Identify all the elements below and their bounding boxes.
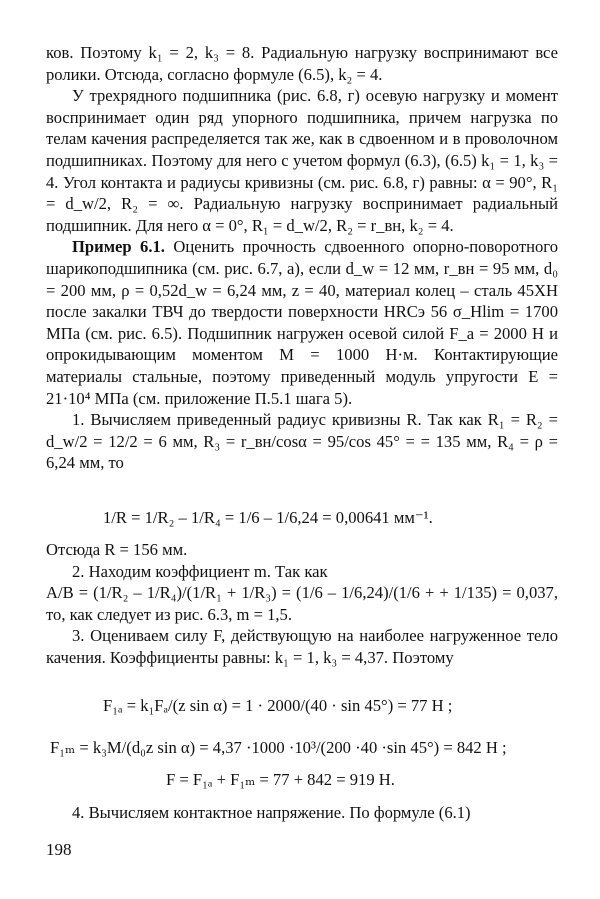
step-4: 4. Вычисляем контактное напряжение. По формуле (6.1) <box>72 803 471 822</box>
step-2-title: 2. Находим коэффициент m. Так как <box>72 561 328 581</box>
step-3: 3. Оцениваем силу F, действующую на наиболее нагруженное тело качения. Коэффициенты равны: k₁ = 1, k₃ = 4,37. Поэтому <box>46 626 558 667</box>
equation-curvature: 1/R = 1/R₂ – 1/R₄ = 1/6 – 1/6,24 = 0,00641 мм⁻¹. <box>103 508 433 527</box>
paragraph-continuation: ков. Поэтому k₁ = 2, k₃ = 8. Радиальную нагрузку воспринимают все ролики. Отсюда, согласно формуле (6.5), k₂ = 4. <box>46 43 558 84</box>
equation-f-total: F = F₁ₐ + F₁ₘ = 77 + 842 = 919 Н. <box>166 770 395 789</box>
paragraph-three-row-bearing: У трехрядного подшипника (рис. 6.8, г) осевую нагрузку и момент воспринимает один ряд упорного подшипника, причем нагрузка по телам качения распределяется так же, как в сдвоенном и в проволочном подшипниках. Поэтому для него с учетом формул (6.3), (6.5) k₁ = 1, k₃ = 4. Угол контакта и радиусы кривизны (см. рис. 6.8, г) равны: α = 90°, R₁ = d_w/2, R₂ = ∞. Радиальную нагрузку воспринимает радиальный подшипник. Для него α = 0°, R₁ = d_w/2, R₂ = r_вн, k₂ = 4. <box>46 86 558 235</box>
body-text-3 <box>46 802 558 824</box>
step-2-text: A/B = (1/R₂ – 1/R₄)/(1/R₁ + 1/R₃) = (1/6 – 1/6,24)/(1/6 + + 1/135) = 0,037, то, как следует из рис. 6.3, m = 1,5. <box>46 583 558 624</box>
body-text-2 <box>46 539 558 669</box>
page-number: 198 <box>46 840 72 859</box>
example-label: Пример 6.1. <box>72 237 165 257</box>
step-1: 1. Вычисляем приведенный радиус кривизны R. Так как R₁ = R₂ = d_w/2 = 12/2 = 6 мм, R₃ = r_вн/cosα = 95/cos 45° = = 135 мм, R₄ = ρ = 6,24 мм, то <box>46 410 558 473</box>
example-text: Оценить прочность сдвоенного опорно-поворотного шарикоподшипника (см. рис. 6.7, а), если d_w = 12 мм, r_вн = 95 мм, d₀ = 200 мм, ρ = 0,52d_w = 6,24 мм, z = 40, материал колец – сталь 45ХН после закалки ТВЧ до твердости поверхности HRCэ 56 σ_Hlim = 1700 МПа (см. рис. 6.5). Подшипник нагружен осевой силой F_a = 2000 Н и опрокидывающим моментом M = 1000 Н·м. Контактирующие материалы стальные, поэтому приведенный модуль упругости E = 21·10⁴ МПа (см. приложение П.5.1 шага 5). <box>46 237 558 408</box>
radius-result: Отсюда R = 156 мм. <box>46 540 188 559</box>
equation-f1m: F₁ₘ = k₃M/(d₀z sin α) = 4,37 ·1000 ·10³/(200 ·40 ·sin 45°) = 842 Н ; <box>50 738 507 757</box>
body-text <box>46 42 558 474</box>
example-paragraph <box>46 236 558 409</box>
equation-f1a: F₁ₐ = k₁Fₐ/(z sin α) = 1 · 2000/(40 · sin 45°) = 77 Н ; <box>103 696 453 715</box>
